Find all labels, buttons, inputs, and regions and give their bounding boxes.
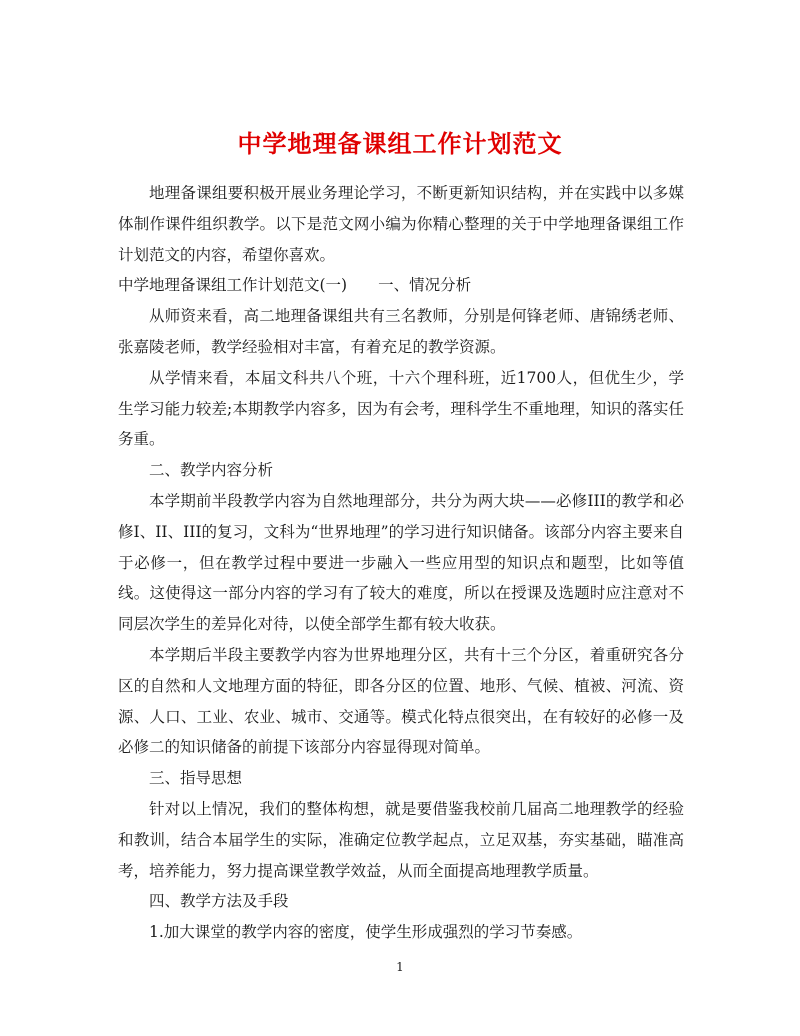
section-heading-guiding-idea: 三、指导思想 (149, 769, 243, 788)
section-heading-sample-one: 中学地理备课组工作计划范文(一) 一、情况分析 (118, 276, 472, 295)
section-heading-methods: 四、教学方法及手段 (149, 892, 289, 911)
page-number: 1 (396, 960, 404, 974)
section-heading-content-analysis: 二、教学内容分析 (149, 461, 274, 480)
paragraph-method-one: 1.加大课堂的教学内容的密度，使学生形成强烈的学习节奏感。 (149, 923, 583, 942)
paragraph-second-half: 本学期后半段主要教学内容为世界地理分区，共有十三个分区，着重研究各分区的自然和人文地理方面的特征，即各分区的位置、地形、气候、植被、河流、资源、人口、工业、农业、城市、交通等。模式化特点很突出，在有较好的必修一及必修二的知识储备的前提下该部分内容显得现对简单。 (118, 645, 684, 757)
document-title: 中学地理备课组工作计划范文 (237, 129, 563, 159)
intro-paragraph: 地理备课组要积极开展业务理论学习，不断更新知识结构，并在实践中以多媒体制作课件组织教学。以下是范文网小编为你精心整理的关于中学地理备课组工作计划范文的内容，希望你喜欢。 (118, 184, 684, 264)
paragraph-guiding-idea: 针对以上情况，我们的整体构想，就是要借鉴我校前几届高二地理教学的经验和教训，结合本届学生的实际，准确定位教学起点，立足双基，夯实基础，瞄准高考，培养能力，努力提高课堂教学效益，从而全面提高地理教学质量。 (118, 799, 684, 880)
paragraph-students: 从学情来看，本届文科共八个班，十六个理科班，近1700人，但优生少，学生学习能力较差;本期教学内容多，因为有会考，理科学生不重地理，知识的落实任务重。 (118, 368, 684, 449)
paragraph-teachers: 从师资来看，高二地理备课组共有三名教师，分别是何锋老师、唐锦绣老师、张嘉陵老师，教学经验相对丰富，有着充足的教学资源。 (118, 307, 684, 356)
document-body (118, 178, 684, 948)
paragraph-first-half: 本学期前半段教学内容为自然地理部分，共分为两大块——必修III的教学和必修Ⅰ、II、III的复习，文科为“世界地理”的学习进行知识储备。该部分内容主要来自于必修一，但在教学过程中要进一步融入一些应用型的知识点和题型，比如等值线。这使得这一部分内容的学习有了较大的难度，所以在授课及选题时应注意对不同层次学生的差异化对待，以使全部学生都有较大收获。 (118, 491, 684, 634)
